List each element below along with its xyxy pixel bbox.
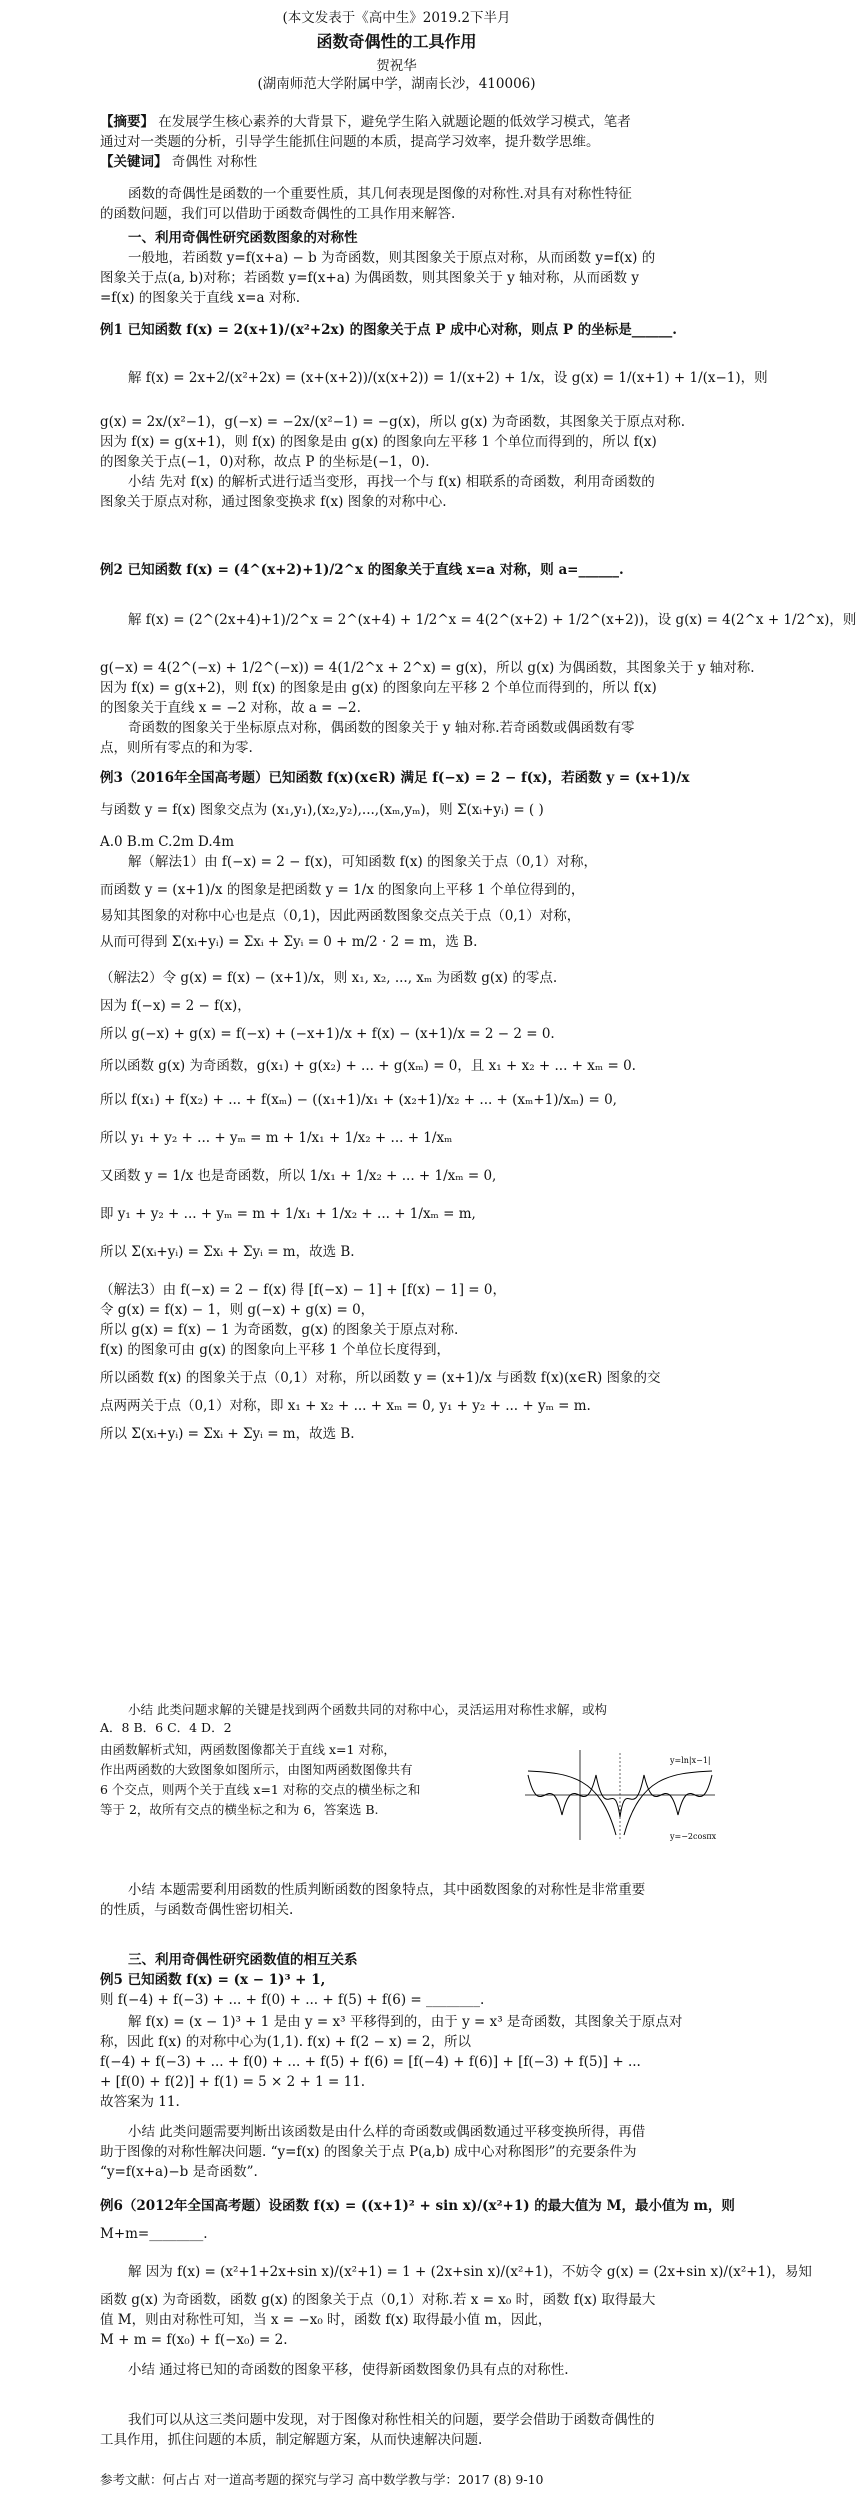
ex1-line-2: g(x) = 2x/(x²−1)，g(−x) = −2x/(x²−1) = −g(x)，所以 g(x) 为奇函数，其图象关于原点对称. xyxy=(100,414,686,430)
ex1-line-3: 因为 f(x) = g(x+1)，则 f(x) 的图象是由 g(x) 的图象向左平移 1 个单位而得到的，所以 f(x) xyxy=(100,434,657,450)
ex3-line-5: （解法2）令 g(x) = f(x) − (x+1)/x，则 x₁, x₂, ..., xₘ 为函数 g(x) 的零点. xyxy=(100,970,558,986)
intro-2: 的函数问题，我们可以借助于函数奇偶性的工具作用来解答. xyxy=(100,206,456,222)
conclusion-2: 工具作用，抓住问题的本质，制定解题方案，从而快速解决问题. xyxy=(100,2432,483,2448)
ex2-line-2: g(−x) = 4(2^(−x) + 1/2^(−x)) = 4(1/2^x + 2^x) = g(x)，所以 g(x) 为偶函数，其图象关于 y 轴对称. xyxy=(100,660,755,676)
ex2-line-4: 的图象关于直线 x = −2 对称，故 a = −2. xyxy=(100,700,361,716)
ex3-line-1: 解（解法1）由 f(−x) = 2 − f(x)，可知函数 f(x) 的图象关于点（0,1）对称， xyxy=(128,854,598,870)
abstract-text-2: 通过对一类题的分析，引导学生能抓住问题的本质，提高学习效率，提升数学思维。 xyxy=(100,134,600,150)
ex4-line-3: 6 个交点，则两个关于直线 x=1 对称的交点的横坐标之和 xyxy=(100,1782,421,1797)
ex3-line-3: 易知其图象的对称中心也是点（0,1)，因此两函数图象交点关于点（0,1）对称， xyxy=(100,908,581,924)
function-graph-figure xyxy=(520,1745,720,1845)
keywords-label: 【关键词】 xyxy=(100,154,168,170)
ex3-line-8: 所以函数 g(x) 为奇函数，g(x₁) + g(x₂) + ... + g(xₘ) = 0，且 x₁ + x₂ + ... + xₘ = 0. xyxy=(100,1058,636,1074)
ex2-question: 例2 已知函数 f(x) = (4^(x+2)+1)/2^x 的图象关于直线 x=a 对称，则 a=______. xyxy=(100,562,624,578)
ex3-options: A.0 B.m C.2m D.4m xyxy=(100,834,235,850)
sec1-line-2: 图象关于点(a, b)对称；若函数 y=f(x+a) 为偶函数，则其图象关于 y 轴对称，从而函数 y xyxy=(100,270,639,286)
ex6-line-1: 解 因为 f(x) = (x²+1+2x+sin x)/(x²+1) = 1 + (2x+sin x)/(x²+1)，不妨令 g(x) = (2x+sin x)/(x²+1)，易知 xyxy=(128,2264,812,2280)
ex5-line-5: 故答案为 11. xyxy=(100,2094,180,2110)
ex6-line-2: 函数 g(x) 为奇函数，函数 g(x) 的图象关于点（0,1）对称.若 x = x₀ 时，函数 f(x) 取得最大 xyxy=(100,2292,656,2308)
section-3-heading: 三、利用奇偶性研究函数值的相互关系 xyxy=(128,1952,358,1968)
ex3-line-2: 而函数 y = (x+1)/x 的图象是把函数 y = 1/x 的图象向上平移 1 个单位得到的， xyxy=(100,882,585,898)
ex6-line-4: M + m = f(x₀) + f(−x₀) = 2. xyxy=(100,2332,288,2348)
ex3-line-13: 所以 Σ(xᵢ+yᵢ) = Σxᵢ + Σyᵢ = m，故选 B. xyxy=(100,1244,355,1260)
ex3-line-16: 所以 g(x) = f(x) − 1 为奇函数，g(x) 的图象关于原点对称. xyxy=(100,1322,459,1338)
reference: 参考文献：何占占 对一道高考题的探究与学习 高中数学教与学：2017 (8) 9-10 xyxy=(100,2472,544,2487)
ex3-line-12: 即 y₁ + y₂ + ... + yₘ = m + 1/x₁ + 1/x₂ + ... + 1/xₘ = m, xyxy=(100,1206,476,1222)
ex6-line-3: 值 M，则由对称性可知，当 x = −x₀ 时，函数 f(x) 取得最小值 m，因此， xyxy=(100,2312,552,2328)
ex3-question-2: 与函数 y = f(x) 图象交点为 (x₁,y₁),(x₂,y₂),...,(xₘ,yₘ)，则 Σ(xᵢ+yᵢ) = ( ) xyxy=(100,802,544,818)
ex4-summary-2: 的性质，与函数奇偶性密切相关. xyxy=(100,1902,294,1918)
ex3-line-6: 因为 f(−x) = 2 − f(x)， xyxy=(100,998,251,1014)
ex5-line-2: 称，因此 f(x) 的对称中心为(1,1). f(x) + f(2 − x) = 2，所以 xyxy=(100,2034,471,2050)
ex2-line-5: 奇函数的图象关于坐标原点对称，偶函数的图象关于 y 轴对称.若奇函数或偶函数有零 xyxy=(128,720,635,736)
sec1-line-3: =f(x) 的图象关于直线 x=a 对称. xyxy=(100,290,301,306)
ex1-summary-1: 小结 先对 f(x) 的解析式进行适当变形，再找一个与 f(x) 相联系的奇函数，利用奇函数的 xyxy=(128,474,655,490)
ex3-line-17: f(x) 的图象可由 g(x) 的图象向上平移 1 个单位长度得到， xyxy=(100,1342,450,1358)
keywords: 奇偶性 对称性 xyxy=(171,154,258,170)
keywords-line xyxy=(100,152,720,172)
ex1-summary-2: 图象关于原点对称，通过图象变换求 f(x) 图象的对称中心. xyxy=(100,494,447,510)
ex3-line-10: 所以 y₁ + y₂ + ... + yₘ = m + 1/x₁ + 1/x₂ + ... + 1/xₘ xyxy=(100,1130,453,1146)
ex6-question-2: M+m=________. xyxy=(100,2226,208,2242)
ex5-summary-2: 助于图像的对称性解决问题. “y=f(x) 的图象关于点 P(a,b) 成中心对称图形”的充要条件为 xyxy=(100,2144,637,2160)
ex4-line-2: 作出两函数的大致图象如图所示，由图知两函数图像共有 xyxy=(100,1762,413,1777)
ex5-line-3: f(−4) + f(−3) + ... + f(0) + ... + f(5) + f(6) = [f(−4) + f(6)] + [f(−3) + f(5)] + ... xyxy=(100,2054,641,2070)
function-graph xyxy=(520,1745,720,1845)
ex3-line-4: 从而可得到 Σ(xᵢ+yᵢ) = Σxᵢ + Σyᵢ = 0 + m/2 · 2 = m，选 B. xyxy=(100,934,478,950)
ex3-line-14: （解法3）由 f(−x) = 2 − f(x) 得 [f(−x) − 1] + [f(x) − 1] = 0， xyxy=(100,1282,506,1298)
ex4-summary-1: 小结 本题需要利用函数的性质判断函数的图象特点，其中函数图象的对称性是非常重要 xyxy=(128,1882,646,1898)
abstract-line-1 xyxy=(100,112,720,132)
fig-label-cos: y=−2cosπx xyxy=(670,1832,717,1841)
author: 贺祝华 xyxy=(376,58,417,74)
intro-1: 函数的奇偶性是函数的一个重要性质，其几何表现是图像的对称性.对具有对称性特征 xyxy=(128,186,632,202)
page-title: 函数奇偶性的工具作用 xyxy=(316,32,477,51)
ex4-line-4: 等于 2，故所有交点的横坐标之和为 6，答案选 B. xyxy=(100,1802,379,1817)
ex1-question: 例1 已知函数 f(x) = 2(x+1)/(x²+2x) 的图象关于点 P 成中心对称，则点 P 的坐标是______. xyxy=(100,322,677,338)
abstract-label: 【摘要】 xyxy=(100,114,154,130)
source-line: (本文发表于《高中生》2019.2下半月 xyxy=(282,10,511,26)
ex5-question-1: 例5 已知函数 f(x) = (x − 1)³ + 1, xyxy=(100,1972,326,1988)
ex5-summary-1: 小结 此类问题需要判断出该函数是由什么样的奇函数或偶函数通过平移变换所得，再借 xyxy=(128,2124,646,2140)
section-1-heading: 一、利用奇偶性研究函数图象的对称性 xyxy=(128,230,358,246)
affiliation: (湖南师范大学附属中学，湖南长沙，410006) xyxy=(257,76,536,92)
ex2-line-3: 因为 f(x) = g(x+2)，则 f(x) 的图象是由 g(x) 的图象向左平移 2 个单位而得到的，所以 f(x) xyxy=(100,680,657,696)
ex3-line-18: 所以函数 f(x) 的图象关于点（0,1）对称，所以函数 y = (x+1)/x 与函数 f(x)(x∈R) 图象的交 xyxy=(100,1370,661,1386)
abstract-text-1: 在发展学生核心素养的大背景下，避免学生陷入就题论题的低效学习模式，笔者 xyxy=(158,114,631,130)
ex4-line-1: 由函数解析式知，两函数图像都关于直线 x=1 对称， xyxy=(100,1742,396,1757)
ex5-summary-3: “y=f(x+a)−b 是奇函数”. xyxy=(100,2164,258,2180)
ex3-line-7: 所以 g(−x) + g(x) = f(−x) + (−x+1)/x + f(x) − (x+1)/x = 2 − 2 = 0. xyxy=(100,1026,555,1042)
ex3-line-11: 又函数 y = 1/x 也是奇函数，所以 1/x₁ + 1/x₂ + ... + 1/xₘ = 0, xyxy=(100,1168,497,1184)
sec1-line-1: 一般地，若函数 y=f(x+a) − b 为奇函数，则其图象关于原点对称，从而函数 y=f(x) 的 xyxy=(128,250,656,266)
fig-label-log: y=ln|x−1| xyxy=(670,1756,711,1765)
ex5-question-2: 则 f(−4) + f(−3) + ... + f(0) + ... + f(5) + f(6) = ________. xyxy=(100,1992,485,2008)
ex4-options: A．8 B．6 C．4 D．2 xyxy=(100,1720,232,1735)
ex3-line-15: 令 g(x) = f(x) − 1，则 g(−x) + g(x) = 0， xyxy=(100,1302,375,1318)
ex2-line-1: 解 f(x) = (2^(2x+4)+1)/2^x = 2^(x+4) + 1/2^x = 4(2^(x+2) + 1/2^(x+2))，设 g(x) = 4(2^x + 1/2^x)，则 xyxy=(128,612,856,628)
conclusion-1: 我们可以从这三类问题中发现，对于图像对称性相关的问题，要学会借助于函数奇偶性的 xyxy=(128,2412,655,2428)
ex4-summary-intro: 小结 此类问题求解的关键是找到两个函数共同的对称中心，灵活运用对称性求解，或构 xyxy=(128,1702,607,1717)
ex3-line-9: 所以 f(x₁) + f(x₂) + ... + f(xₘ) − ((x₁+1)/x₁ + (x₂+1)/x₂ + ... + (xₘ+1)/xₘ) = 0, xyxy=(100,1092,617,1108)
ex2-line-6: 点，则所有零点的和为零. xyxy=(100,740,253,756)
ex3-line-19: 点两两关于点（0,1）对称，即 x₁ + x₂ + ... + xₘ = 0, y₁ + y₂ + ... + yₘ = m. xyxy=(100,1398,591,1414)
ex5-line-1: 解 f(x) = (x − 1)³ + 1 是由 y = x³ 平移得到的，由于 y = x³ 是奇函数，其图象关于原点对 xyxy=(128,2014,683,2030)
ex3-question-1: 例3（2016年全国高考题）已知函数 f(x)(x∈R) 满足 f(−x) = 2 − f(x)，若函数 y = (x+1)/x xyxy=(100,770,690,786)
ex1-line-4: 的图象关于点(−1，0)对称，故点 P 的坐标是(−1，0). xyxy=(100,454,430,470)
ex1-line-1: 解 f(x) = 2x+2/(x²+2x) = (x+(x+2))/(x(x+2)) = 1/(x+2) + 1/x，设 g(x) = 1/(x+1) + 1/(x−1)，则 xyxy=(128,370,768,386)
ex3-line-20: 所以 Σ(xᵢ+yᵢ) = Σxᵢ + Σyᵢ = m，故选 B. xyxy=(100,1426,355,1442)
ex6-question-1: 例6（2012年全国高考题）设函数 f(x) = ((x+1)² + sin x)/(x²+1) 的最大值为 M，最小值为 m，则 xyxy=(100,2198,735,2214)
ex5-line-4: + [f(0) + f(2)] + f(1) = 5 × 2 + 1 = 11. xyxy=(100,2074,366,2090)
ex6-summary: 小结 通过将已知的奇函数的图象平移，使得新函数图象仍具有点的对称性. xyxy=(128,2362,569,2378)
